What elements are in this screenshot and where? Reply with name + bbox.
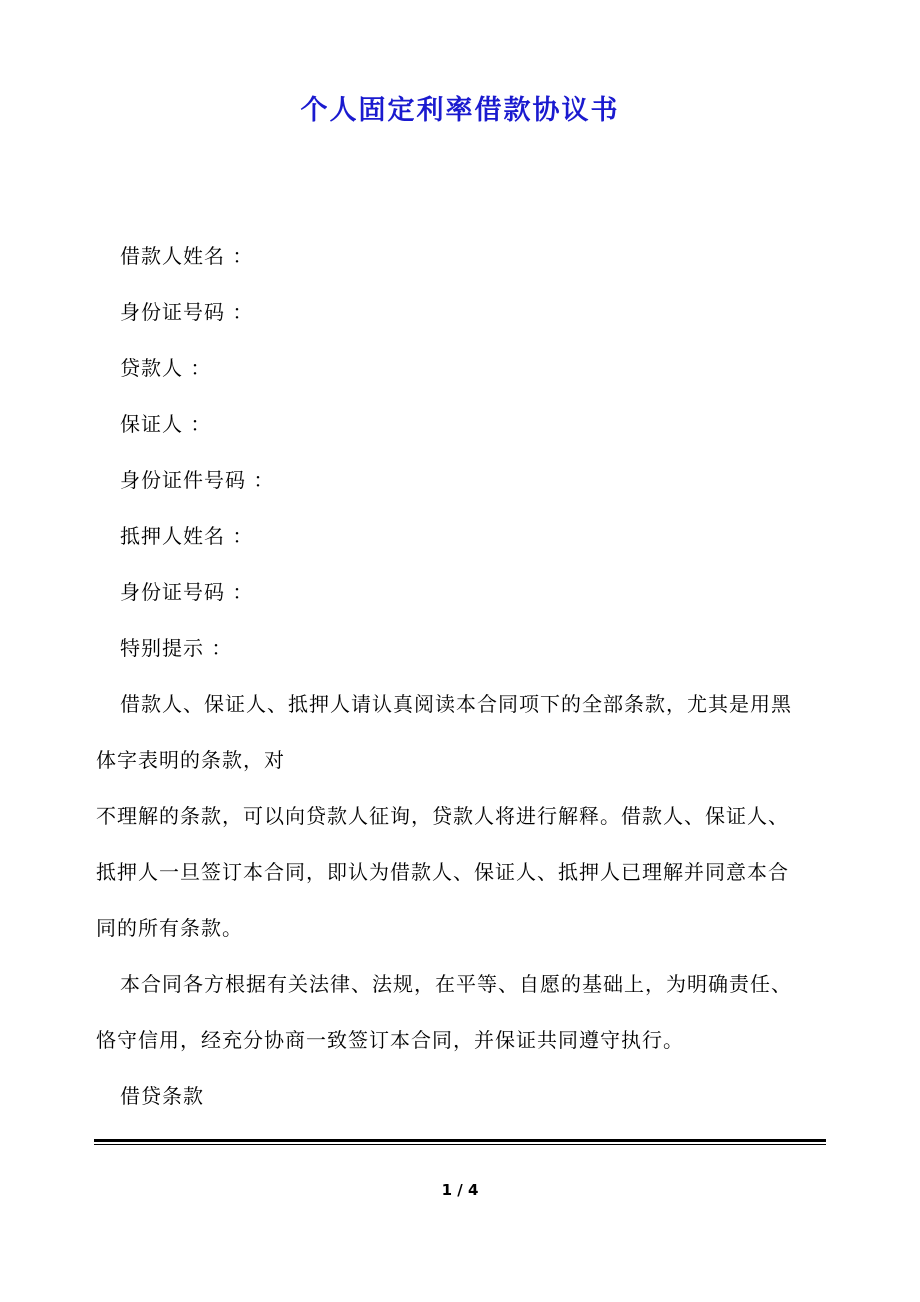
footer-divider <box>94 1139 826 1142</box>
intro-line: 本合同各方根据有关法律、法规，在平等、自愿的基础上，为明确责任、 <box>120 972 792 996</box>
field-mortgagor-name: 抵押人姓名 ： <box>120 524 254 548</box>
document-title: 个人固定利率借款协议书 <box>300 95 620 126</box>
document-body <box>96 228 826 1124</box>
field-id-document-number: 身份证件号码 ： <box>120 468 275 492</box>
notice-line: 抵押人一旦签订本合同，即认为借款人、保证人、抵押人已理解并同意本合 <box>96 860 789 884</box>
footer-divider-thin <box>94 1144 826 1145</box>
field-id-number-2: 身份证号码 ： <box>120 580 254 604</box>
page-number: 1 / 4 <box>441 1181 479 1199</box>
notice-line: 不理解的条款，可以向贷款人征询，贷款人将进行解释。借款人、保证人、 <box>96 804 789 828</box>
notice-line: 同的所有条款。 <box>96 916 243 940</box>
field-borrower-name: 借款人姓名 ： <box>120 244 254 268</box>
field-special-notice: 特别提示 ： <box>120 636 233 660</box>
intro-line: 恪守信用，经充分协商一致签订本合同，并保证共同遵守执行。 <box>96 1028 684 1052</box>
field-id-number: 身份证号码 ： <box>120 300 254 324</box>
section-heading: 借贷条款 <box>120 1084 204 1108</box>
notice-line: 体字表明的条款，对 <box>96 748 285 772</box>
field-lender: 贷款人 ： <box>120 356 212 380</box>
notice-line: 借款人、保证人、抵押人请认真阅读本合同项下的全部条款，尤其是用黑 <box>120 692 792 716</box>
field-guarantor: 保证人 ： <box>120 412 212 436</box>
